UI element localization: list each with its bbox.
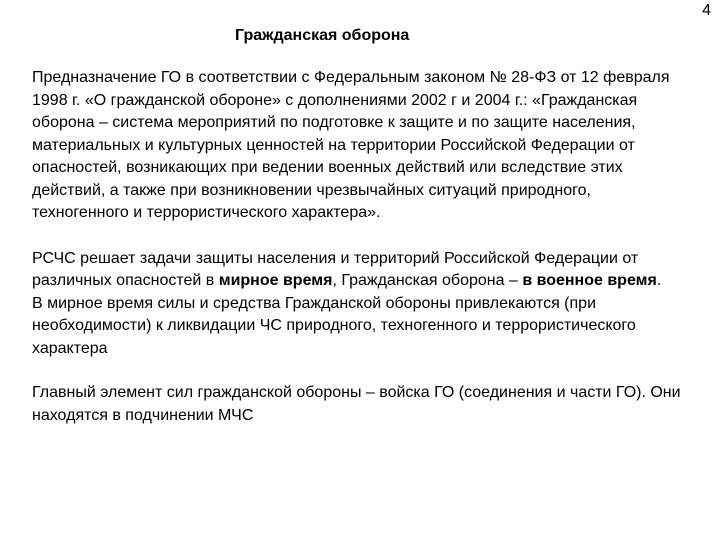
emphasis-peacetime: мирное время [218, 272, 333, 289]
paragraph-peacetime-forces: В мирное время силы и средства Гражданской обороны привлекаются (при необходимости) к ликвидации ЧС природного, техногенного и террористического характера [32, 294, 636, 357]
paragraph-purpose: Предназначение ГО в соответствии с Федеральным законом № 28-ФЗ от 12 февраля 1998 г. «О гражданской обороне» с дополнениями 2002 г и 2004 г.: «Гражданская оборона – система мероприятий по подготовке к защите и по защите населения, материальных и культурных ценностей на территории Российской Федерации от опасностей, возникающих при ведении военных действий или вследствие этих действий, а также при возникновении чрезвычайных ситуаций природного, техногенного и террористического характера». [32, 69, 670, 221]
paragraph-main-element: Главный элемент сил гражданской обороны – войска ГО (соединения и части ГО). Они находятся в подчинении МЧС [32, 384, 681, 424]
page-number: 4 [702, 2, 711, 19]
emphasis-wartime: в военное время [522, 272, 657, 289]
paragraph-rschs-text-3: . [656, 272, 662, 289]
paragraph-rschs-text-2: , Гражданская оборона – [332, 272, 523, 289]
paragraph-rschs-text-1: РСЧС решает задачи защиты населения и территорий Российской Федерации от различных опасностей в [32, 249, 639, 289]
paragraph-rschs [32, 248, 692, 293]
page-title: Гражданская оборона [235, 27, 410, 44]
document-body [32, 67, 692, 427]
